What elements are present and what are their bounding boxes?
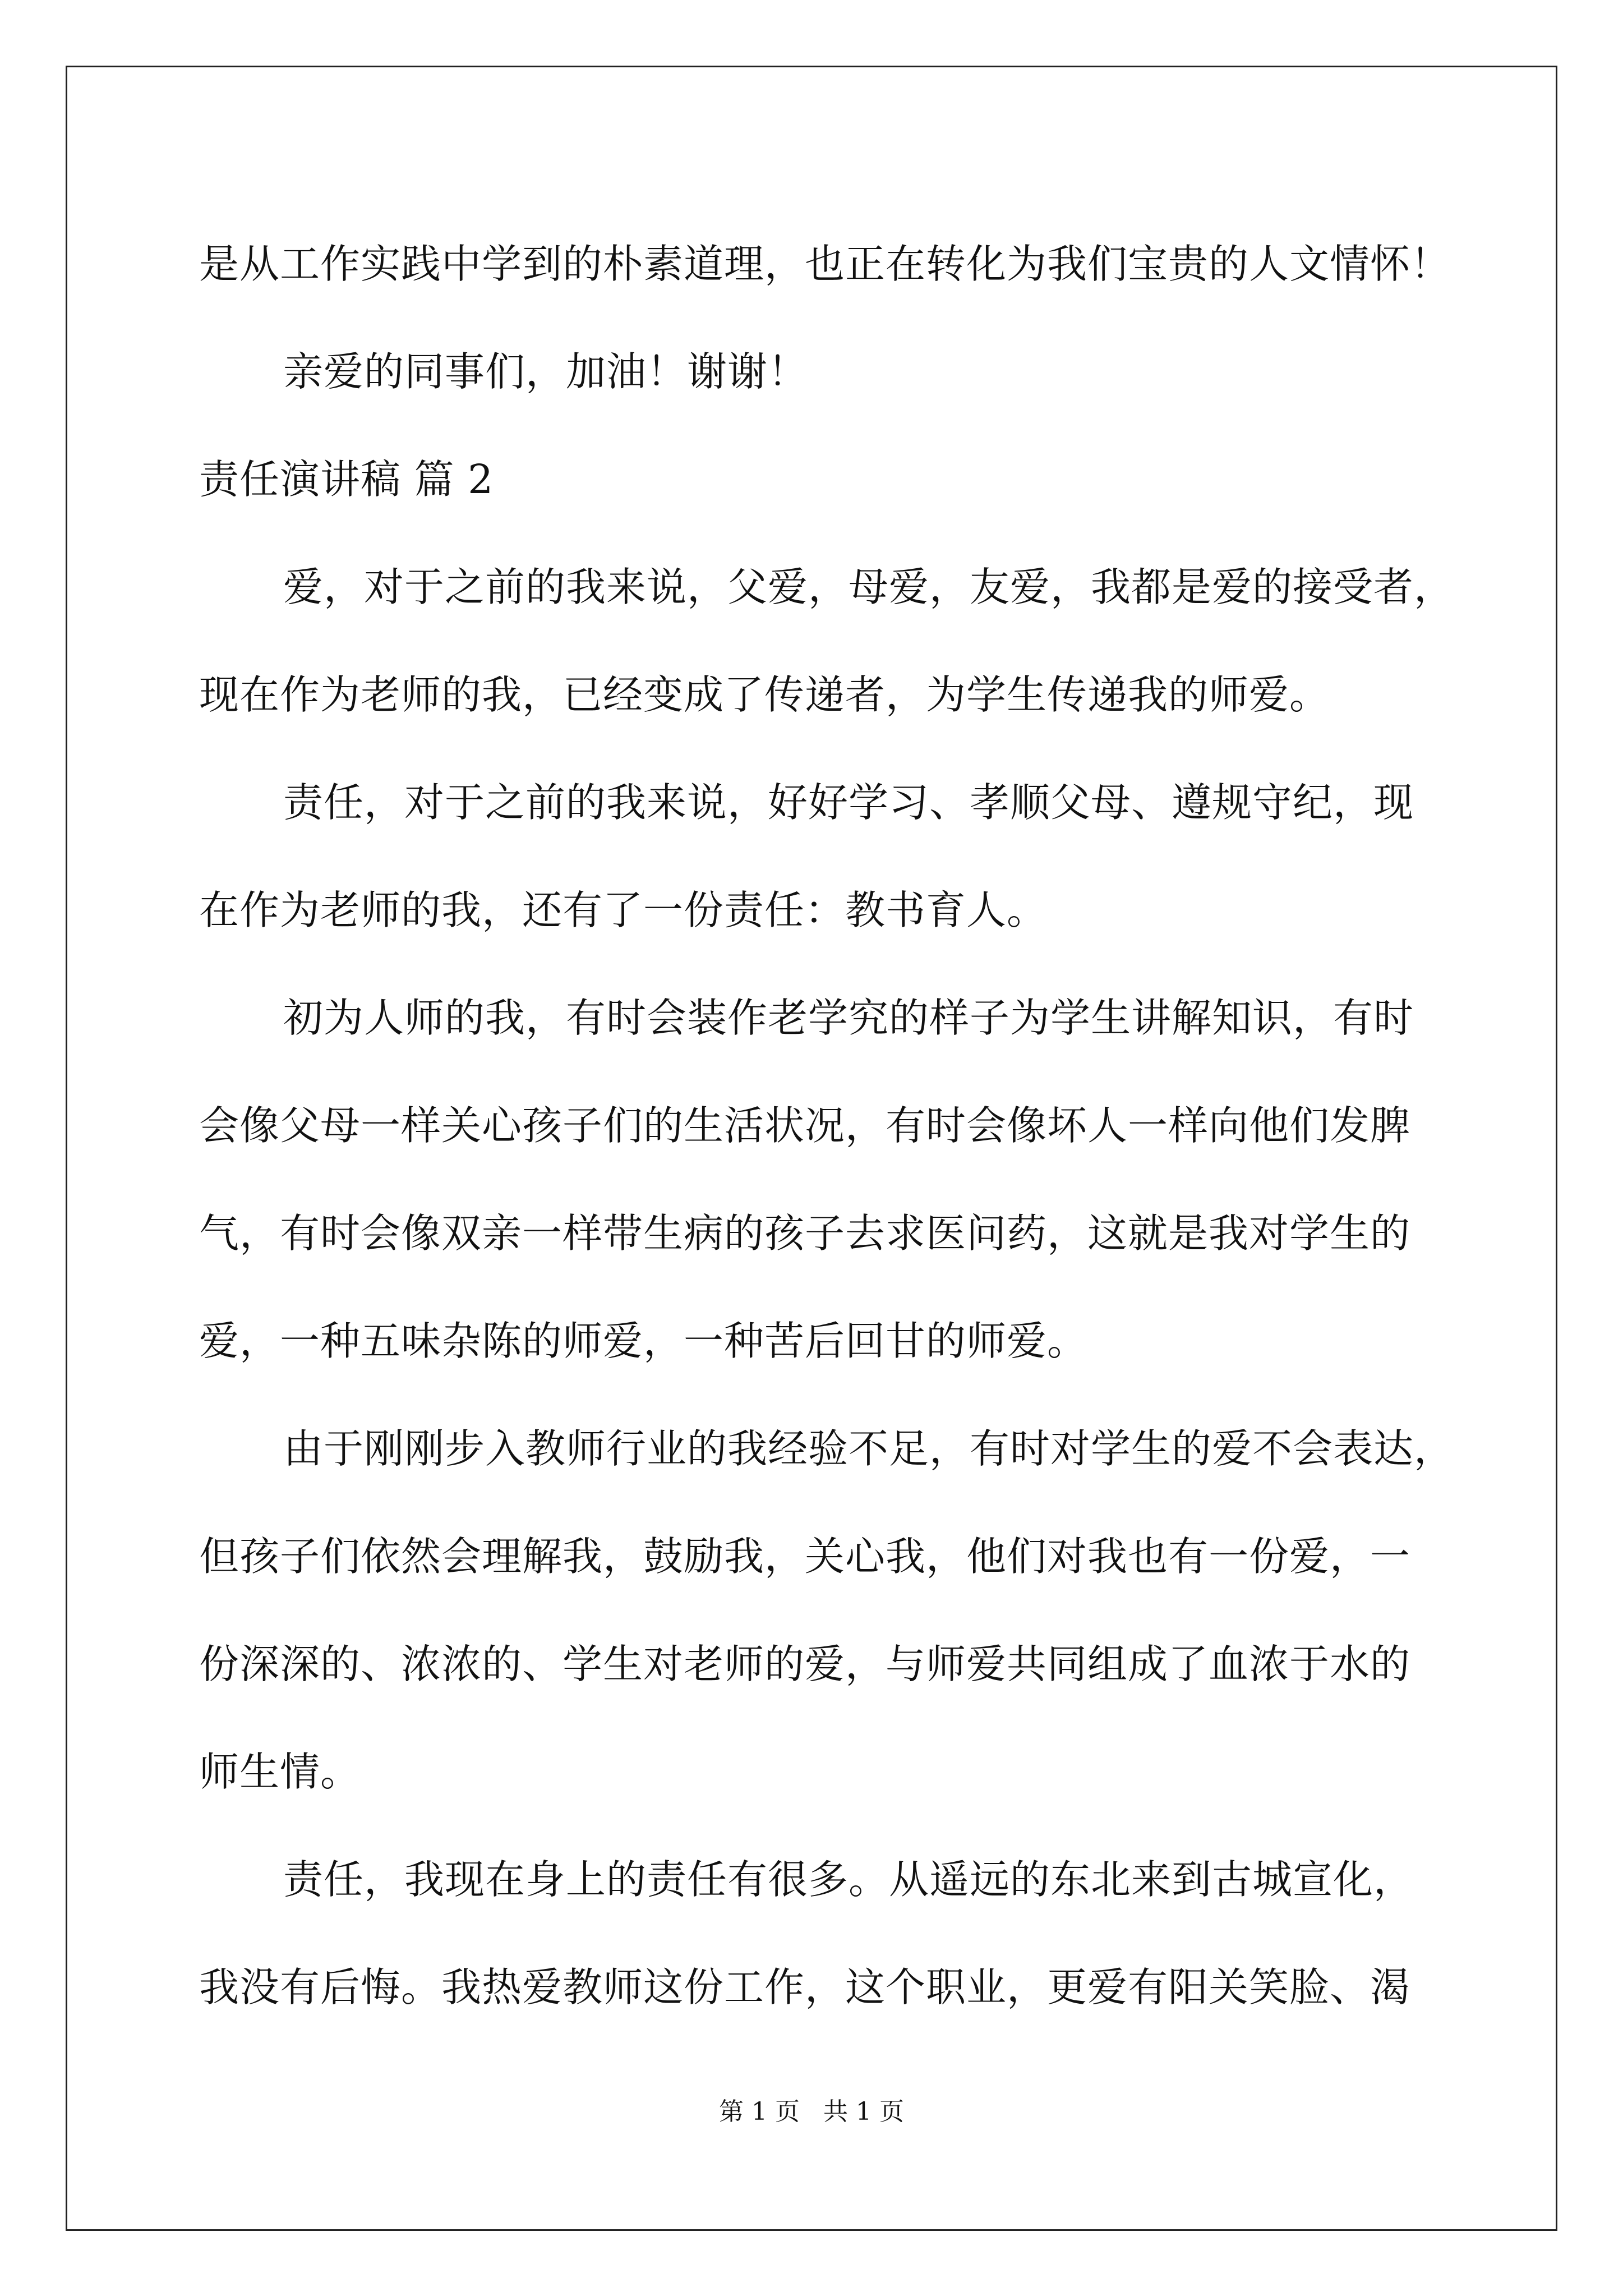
text-line-15: 师生情。 [199,1749,361,1795]
text-line-11: 爱，一种五味杂陈的师爱，一种苦后回甘的师爱。 [199,1318,1088,1364]
text-line-4: 爱，对于之前的我来说，父爱，母爱，友爱，我都是爱的接受者， [283,564,1455,610]
text-line-9: 会像父母一样关心孩子们的生活状况，有时会像坏人一样向他们发脾 [199,1102,1411,1149]
section-heading: 责任演讲稿 篇 2 [199,456,494,503]
document-body [199,210,1455,2041]
text-line-5: 现在作为老师的我，已经变成了传递者，为学生传递我的师爱。 [199,671,1330,718]
text-line-10: 气，有时会像双亲一样带生病的孩子去求医问药，这就是我对学生的 [199,1210,1411,1257]
text-line-17: 我没有后悔。我热爱教师这份工作，这个职业，更爱有阳关笑脸、渴 [199,1964,1411,2010]
text-line-6: 责任，对于之前的我来说，好好学习、孝顺父母、遵规守纪，现 [283,779,1414,826]
text-line-7: 在作为老师的我，还有了一份责任：教书育人。 [199,887,1048,933]
text-line-16: 责任，我现在身上的责任有很多。从遥远的东北来到古城宣化， [283,1856,1414,1903]
text-line-1: 是从工作实践中学到的朴素道理，也正在转化为我们宝贵的人文情怀！ [199,241,1451,287]
text-line-2: 亲爱的同事们，加油！谢谢！ [283,348,809,395]
text-line-14: 份深深的、浓浓的、学生对老师的爱，与师爱共同组成了血浓于水的 [199,1641,1411,1687]
text-line-8: 初为人师的我，有时会装作老学究的样子为学生讲解知识，有时 [283,995,1414,1041]
page-footer: 第 1 页 共 1 页 [719,2097,904,2126]
text-line-13: 但孩子们依然会理解我，鼓励我，关心我，他们对我也有一份爱，一 [199,1533,1411,1580]
text-line-12: 由于刚刚步入教师行业的我经验不足，有时对学生的爱不会表达， [283,1425,1455,1472]
